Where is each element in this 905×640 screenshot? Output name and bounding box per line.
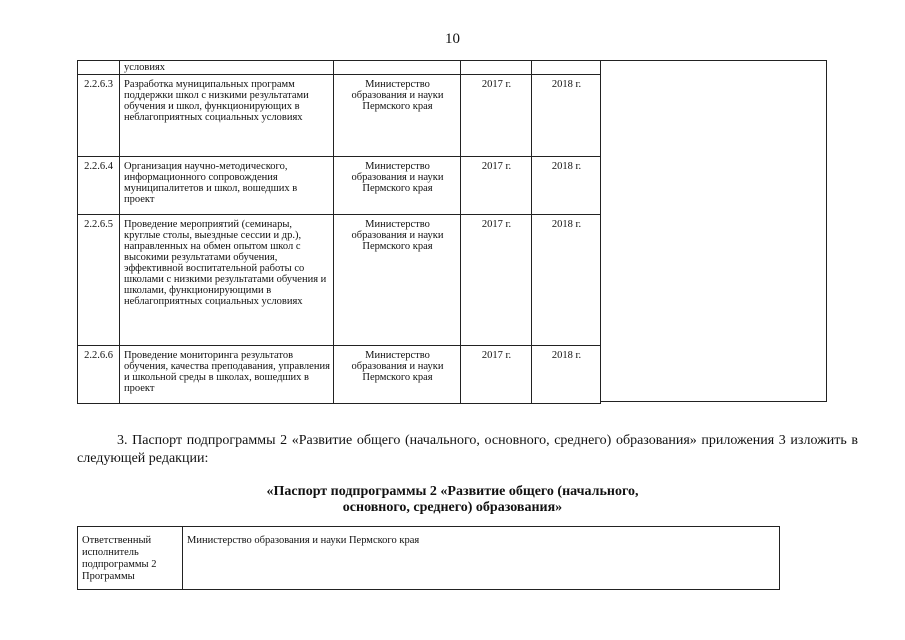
heading-line: основного, среднего) образования» [342, 500, 563, 515]
start-year: 2017 г. [461, 346, 532, 404]
row-number: 2.2.6.4 [78, 157, 120, 215]
table-row [78, 61, 601, 75]
measure-text: Проведение мониторинга результатов обучения, качества преподавания, управления и школьной среды в школах, вошедших в проект [120, 346, 334, 404]
end-year: 2018 г. [532, 157, 601, 215]
table-row [78, 527, 780, 590]
heading-line: «Паспорт подпрограммы 2 «Развитие общего (начального, [266, 484, 639, 499]
table-row [78, 215, 601, 346]
continuation-text: условиях [120, 61, 334, 75]
empty-column-box [600, 60, 827, 402]
end-year: 2018 г. [532, 215, 601, 346]
end-year: 2018 г. [532, 346, 601, 404]
row-number: 2.2.6.3 [78, 75, 120, 157]
passport-table [77, 526, 780, 590]
measure-text: Проведение мероприятий (семинары, круглые столы, выездные сессии и др.), направленных на обмен опытом школ с высокими результатами обучения, эффективной воспитательной работы со школами с низкими результатами обучения и школами, функционирующими в неблагоприятных социальных условиях [120, 215, 334, 346]
responsible-org: Министерство образования и науки Пермского края [334, 75, 461, 157]
table-row [78, 157, 601, 215]
row-number: 2.2.6.5 [78, 215, 120, 346]
measures-table [77, 60, 601, 404]
start-year: 2017 г. [461, 75, 532, 157]
responsible-org: Министерство образования и науки Пермского края [334, 215, 461, 346]
responsible-org: Министерство образования и науки Пермского края [334, 346, 461, 404]
passport-value: Министерство образования и науки Пермского края [183, 527, 780, 590]
table-row [78, 346, 601, 404]
start-year: 2017 г. [461, 215, 532, 346]
end-year: 2018 г. [532, 75, 601, 157]
amendment-paragraph: 3. Паспорт подпрограммы 2 «Развитие общего (начального, основного, среднего) образования» приложения 3 изложить в следующей редакции: [77, 433, 858, 466]
measure-text: Разработка муниципальных программ поддержки школ с низкими результатами обучения и школ, функционирующих в неблагоприятных социальных условиях [120, 75, 334, 157]
row-number: 2.2.6.6 [78, 346, 120, 404]
page-number: 10 [445, 31, 460, 47]
table-row [78, 75, 601, 157]
measure-text: Организация научно-методического, информационного сопровождения муниципалитетов и школ, вошедших в проект [120, 157, 334, 215]
passport-label: Ответственный исполнитель подпрограммы 2 Программы [78, 527, 183, 590]
passport-heading [0, 484, 905, 516]
responsible-org: Министерство образования и науки Пермского края [334, 157, 461, 215]
start-year: 2017 г. [461, 157, 532, 215]
